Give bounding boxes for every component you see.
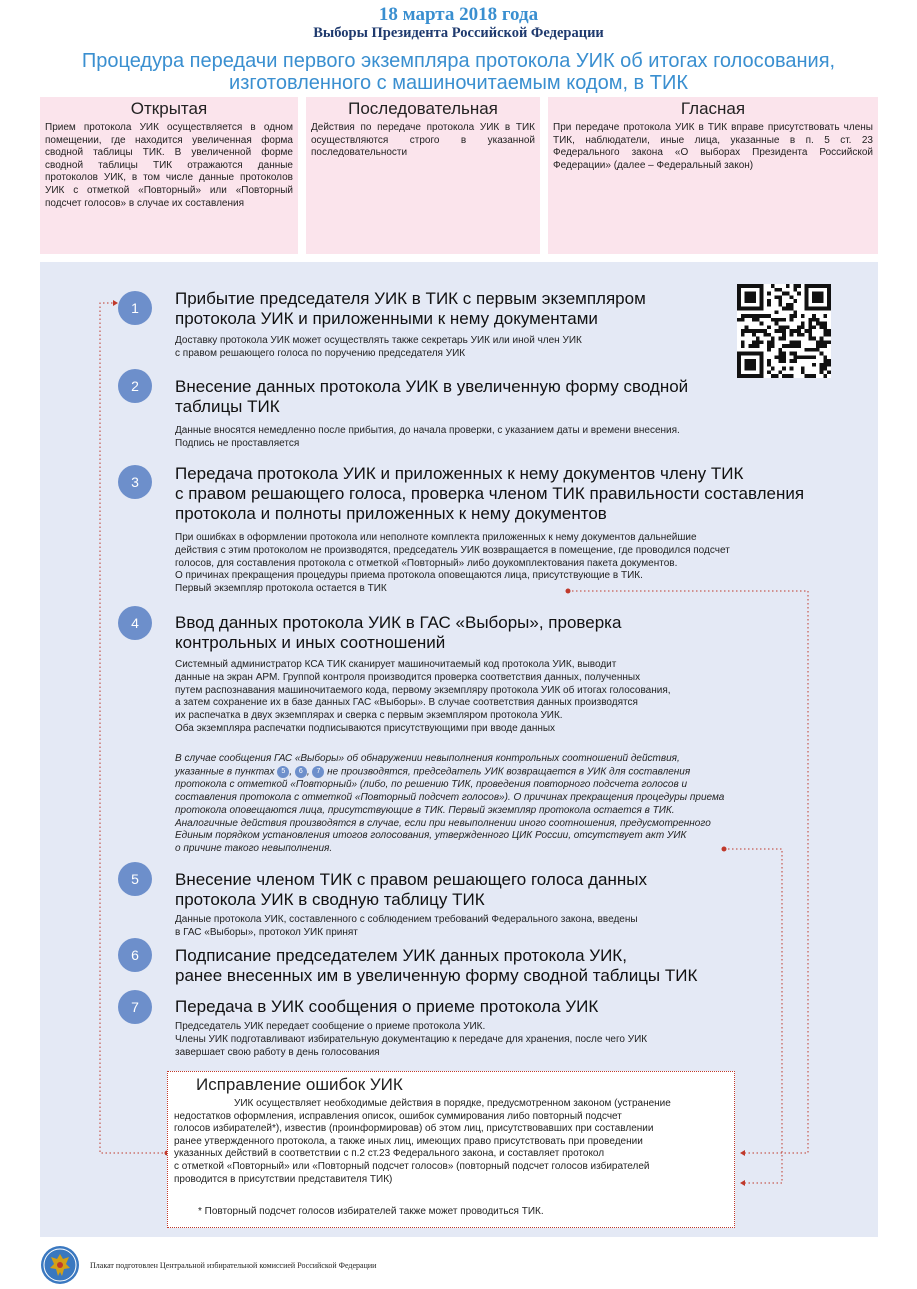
title-line: Передача в УИК сообщения о приеме протокола УИК xyxy=(175,997,599,1016)
title-line: Внесение данных протокола УИК в увеличенную форму сводной xyxy=(175,377,689,396)
title-line-1: Процедура передачи первого экземпляра протокола УИК об итогах голосования, xyxy=(81,50,836,72)
principle-title: Открытая xyxy=(130,99,208,118)
error-box-title: Исправление ошибок УИК xyxy=(196,1075,403,1094)
poster-date: 18 марта 2018 года xyxy=(378,4,539,25)
text-line: а затем сохранение их в базе данных ГАС «Выборы». В случае соответствия данных производятся xyxy=(175,697,638,709)
title-line: протокола и полноты приложенных к нему документов xyxy=(175,504,607,523)
connector-return-to-step1 xyxy=(100,303,167,1153)
note-line: о причине такого невыполнения. xyxy=(175,843,333,855)
text-line: Оба экземпляра распечатки подписываются присутствующими при вводе данных xyxy=(175,722,556,734)
step-number-2: 2 xyxy=(118,369,152,403)
text-line: путем распознавания машиночитаемого кода, первому экземпляру протокола УИК об итогах голосования, xyxy=(175,684,671,696)
cik-emblem-icon xyxy=(40,1245,80,1285)
step-title-3 xyxy=(175,464,835,524)
step-number-4: 4 xyxy=(118,606,152,640)
step-title-7 xyxy=(175,997,835,1017)
ref-step-5: 5 xyxy=(277,766,289,778)
title-line: Ввод данных протокола УИК в ГАС «Выборы», проверка xyxy=(175,613,622,632)
step-title-5 xyxy=(175,870,835,910)
title-line-2: изготовленного с машиночитаемым кодом, в ТИК xyxy=(229,72,688,94)
step-title-4 xyxy=(175,613,835,653)
text-line: их распечатка в двух экземплярах и сверка с первым экземпляром протокола УИК. xyxy=(175,710,563,722)
title-line: с правом решающего голоса, проверка членом ТИК правильности составления xyxy=(175,484,805,503)
principle-title: Гласная xyxy=(680,99,746,118)
title-line: контрольных и иных соотношений xyxy=(175,633,446,652)
step-text-1 xyxy=(175,335,835,361)
note-line-refs: указанные в пунктах 5 , 6 , 7 не производятся, председатель УИК возвращается в УИК для составления xyxy=(175,766,691,778)
text-line: Первый экземпляр протокола остается в ТИК xyxy=(175,583,387,595)
text-line: При ошибках в оформлении протокола или неполноте комплекта приложенных к нему документов дальнейшие xyxy=(175,532,697,543)
text-line: Члены УИК подготавливают избирательную документацию к передаче для хранения, после чего УИК xyxy=(175,1033,648,1045)
principle-text: При передаче протокола УИК в ТИК вправе присутствовать члены ТИК, наблюдатели, иные лица, указанные в п. 5 ст. 23 Федерального закона «О выборах Президента Российской Федерации» (далее – Федеральный закон) xyxy=(553,122,873,171)
title-line: Передача протокола УИК и приложенных к нему документов члену ТИК xyxy=(175,464,744,483)
text-line: данные на экран АРМ. Группой контроля производится проверка соответствия данных, полученных xyxy=(175,671,641,683)
title-line: протокола УИК в сводную таблицу ТИК xyxy=(175,890,485,909)
error-correction-box xyxy=(167,1071,735,1228)
step-text-7 xyxy=(175,1021,835,1059)
step-note-4 xyxy=(175,753,835,856)
text-line: с отметкой «Повторный» или «Повторный подсчет голосов» (повторный подсчет голосов избирателей xyxy=(174,1160,650,1172)
title-line: протокола УИК и приложенными к нему документами xyxy=(175,309,598,328)
text-line: завершает свою работу в день голосования xyxy=(175,1046,380,1058)
title-line: Внесение членом ТИК с правом решающего голоса данных xyxy=(175,870,647,889)
note-line: В случае сообщения ГАС «Выборы» об обнаружении невыполнения контрольных соотношений действия, xyxy=(175,753,680,764)
text-line: О причинах прекращения процедуры приема протокола оповещаются лица, присутствующие в ТИК. xyxy=(175,570,643,582)
arrow-head-icon xyxy=(740,1180,745,1186)
text-line: Данные вносятся немедленно после прибытия, до начала проверки, с указанием даты и времени внесения. xyxy=(175,425,680,436)
arrow-head-icon xyxy=(740,1150,745,1156)
note-line: протокола с отметкой «Повторный» (либо, по решению ТИК, проведения повторного подсчета голосов и xyxy=(175,779,688,791)
step-text-5 xyxy=(175,914,835,940)
title-line: ранее внесенных им в увеличенную форму сводной таблицы ТИК xyxy=(175,966,698,985)
text-line: действия с этим протоколом не производятся, председатель УИК возвращается в помещение, где проводился подсчет xyxy=(175,544,730,556)
text-line: Доставку протокола УИК может осуществлять также секретарь УИК или иной член УИК xyxy=(175,335,582,346)
step-number-1: 1 xyxy=(118,291,152,325)
title-line: таблицы ТИК xyxy=(175,397,280,416)
step-number-5: 5 xyxy=(118,862,152,896)
title-line: Прибытие председателя УИК в ТИК с первым экземпляром xyxy=(175,289,646,308)
text-line: голосов избирателей*), известив (проинформировав) об этом лиц, присутствовавших при составлении xyxy=(174,1123,654,1135)
text-line: Данные протокола УИК, составленного с соблюдением требований Федерального закона, введены xyxy=(175,914,638,925)
step-number-6: 6 xyxy=(118,938,152,972)
text-line: Системный администратор КСА ТИК сканирует машиночитаемый код протокола УИК, выводит xyxy=(175,659,617,670)
step-title-6 xyxy=(175,946,835,986)
text-line: с правом решающего голоса по поручению председателя УИК xyxy=(175,347,466,359)
note-line: составления протокола с отметкой «Повторный подсчет голосов»). О причинах прекращения процедуры приема xyxy=(175,792,725,804)
step-text-4 xyxy=(175,659,835,736)
principle-text: Прием протокола УИК осуществляется в одном помещении, где находится увеличенная форма сводной таблицы ТИК. В увеличенной форме сводной таблицы ТИК отражаются данные протоколов УИК, в том числе данные протоколов УИК с отметкой «Повторный» или «Повторный подсчет голосов» в случае их составления xyxy=(45,122,293,209)
text-line: указанных действий в соответствии с п.2 ст.23 Федерального закона, и составляет протокол xyxy=(174,1148,605,1160)
text-line: в ГАС «Выборы», протокол УИК принят xyxy=(175,926,358,938)
text-line: УИК осуществляет необходимые действия в порядке, предусмотренном законом (устранение xyxy=(234,1098,671,1109)
text-line: голосов, для составления протокола с отметкой «Повторный» либо доукомплектования пакета документов. xyxy=(175,557,678,569)
step-title-1 xyxy=(175,289,835,329)
note-line: Аналогичные действия производятся в случае, если при невыполнении иного соотношения, предусмотренного xyxy=(175,817,711,829)
step-number-3: 3 xyxy=(118,465,152,499)
poster-subtitle: Выборы Президента Российской Федерации xyxy=(313,25,604,41)
text-line: ранее утвержденного протокола, а также иных лиц, имеющих право присутствовать при проведении xyxy=(174,1135,643,1147)
note-text: указанные в пунктах xyxy=(175,766,275,778)
text-line: проводится в присутствии представителя ТИК) xyxy=(174,1173,393,1185)
text-line: недостатков оформления, исправления описок, ошибок суммирования либо повторный подсчет xyxy=(174,1110,622,1122)
step-text-2 xyxy=(175,425,835,451)
step-text-3 xyxy=(175,532,835,596)
principle-text: Действия по передаче протокола УИК в ТИК осуществляются строго в указанной последовательности xyxy=(311,122,535,159)
principle-title: Последовательная xyxy=(348,99,498,118)
note-line: протокола оповещаются лица, присутствующие в ТИК. Первый экземпляр протокола остается в ТИК. xyxy=(175,804,675,816)
title-line: Подписание председателем УИК данных протокола УИК, xyxy=(175,946,627,965)
step-title-2 xyxy=(175,377,835,417)
text-line: Подпись не проставляется xyxy=(175,437,300,449)
note-text: не производятся, председатель УИК возвращается в УИК для составления xyxy=(327,766,691,778)
text-line: Председатель УИК передает сообщение о приеме протокола УИК. xyxy=(175,1021,486,1032)
step-number-7: 7 xyxy=(118,990,152,1024)
error-box-text xyxy=(174,1098,729,1186)
footer-credit: Плакат подготовлен Центральной избирательной комиссией Российской Федерации xyxy=(90,1261,377,1270)
note-line: Единым порядком установления итогов голосования, утвержденного ЦИК России, отсутствует акт УИК xyxy=(175,830,687,842)
ref-step-6: 6 xyxy=(295,766,307,778)
error-box-footnote: * Повторный подсчет голосов избирателей также может проводиться ТИК. xyxy=(198,1206,544,1217)
ref-step-7: 7 xyxy=(312,766,324,778)
